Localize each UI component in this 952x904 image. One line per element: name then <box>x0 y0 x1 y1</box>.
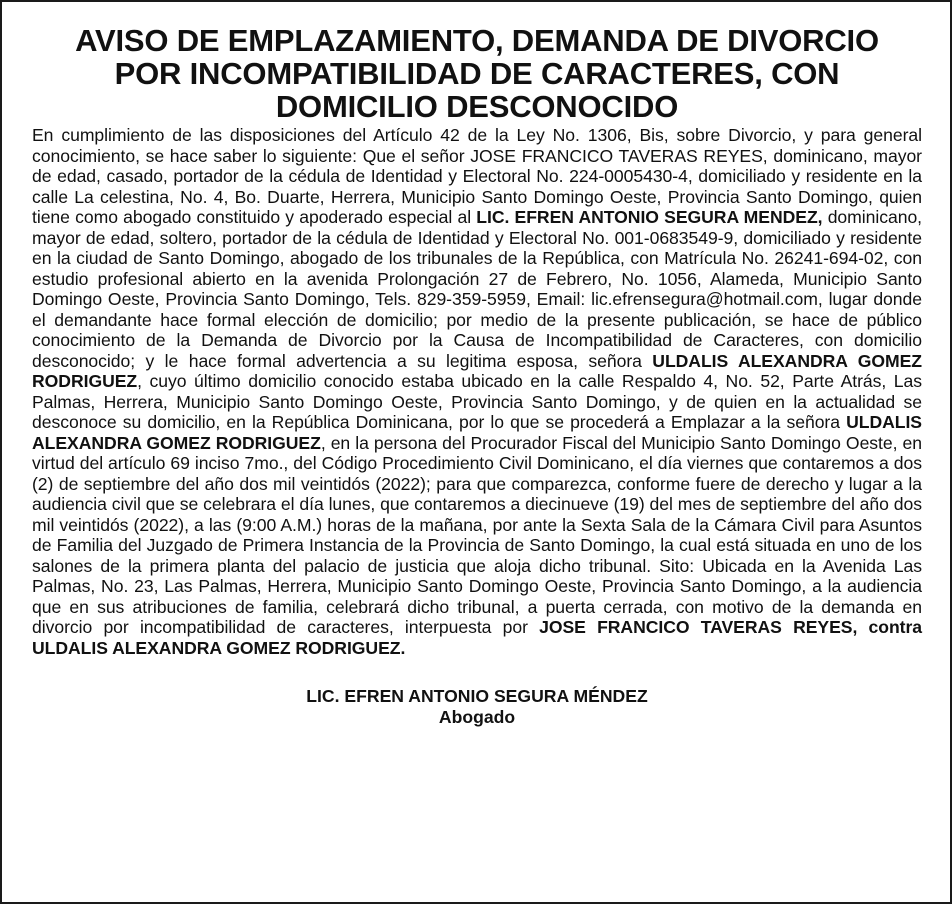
notice-body <box>32 125 922 658</box>
title-line-3: DOMICILIO DESCONOCIDO <box>275 89 679 124</box>
notice-title <box>32 24 922 123</box>
body-segment: En cumplimiento de las disposiciones del Artículo 42 de la Ley No. 1306, Bis, sobre Divorcio, y para general conocimiento, se hace saber lo siguiente: Que el señor JOSE FRANCICO TAVERAS REYES, dominicano, mayor de edad, casado, portador de la cédula de Identidad y Electoral No. 224-0005430-4, domiciliado y residente en la calle La celestina, No. 4, Bo. Duarte, Herrera, Municipio Santo Domingo Oeste, Provincia Santo Domingo, quien tiene como abogado constituido y apoderado especial al <box>32 125 922 227</box>
signature-role: Abogado <box>438 707 516 727</box>
title-line-2: POR INCOMPATIBILIDAD DE CARACTERES, CON <box>114 56 840 91</box>
body-segment: , cuyo último domicilio conocido estaba ubicado en la calle Respaldo 4, No. 52, Parte Atrás, Las Palmas, Herrera, Municipio Santo Domingo Oeste, Provincia Santo Domingo, y de quien en la actualidad se desconoce su domicilio, en la República Dominicana, por lo que se procederá a Emplazar a la señora <box>32 371 922 432</box>
body-segment: dominicano, mayor de edad, soltero, portador de la cédula de Identidad y Electoral No. 001-0683549-9, domiciliado y residente en la ciudad de Santo Domingo, abogado de los tribunales de la República, con Matrícula No. 26241-694-02, con estudio profesional abierto en la avenida Prolongación 27 de Febrero, No. 1056, Alameda, Municipio Santo Domingo Oeste, Provincia Santo Domingo, Tels. 829-359-5959, Email: lic.efrensegura@hotmail.com, lugar donde el demandante hace formal elección de domicilio; por medio de la presente publicación, se hace de público conocimiento de la Demanda de Divorcio por la Causa de Incompatibilidad de Caracteres, con domicilio desconocido; y le hace formal advertencia a su legitima esposa, señora <box>32 207 923 371</box>
signature-block <box>32 686 922 728</box>
body-bold-segment: LIC. EFREN ANTONIO SEGURA MENDEZ, <box>476 207 823 227</box>
signature-name: LIC. EFREN ANTONIO SEGURA MÉNDEZ <box>306 686 648 706</box>
body-bold-segment: ULDALIS ALEXANDRA GOMEZ RODRIGUEZ <box>32 350 922 391</box>
title-line-1: AVISO DE EMPLAZAMIENTO, DEMANDA DE DIVORCIO <box>75 23 879 58</box>
body-bold-segment: ULDALIS ALEXANDRA GOMEZ RODRIGUEZ <box>32 412 922 453</box>
body-bold-segment: JOSE FRANCICO TAVERAS REYES, contra ULDALIS ALEXANDRA GOMEZ RODRIGUEZ. <box>32 617 922 658</box>
body-segment: , en la persona del Procurador Fiscal del Municipio Santo Domingo Oeste, en virtud del artículo 69 inciso 7mo., del Código Procedimiento Civil Dominicano, el día viernes que contaremos a dos (2) de septiembre del año dos mil veintidós (2022); para que comparezca, conforme fuere de derecho y lugar a la audiencia civil que se celebrara el día lunes, que contaremos a diecinueve (19) del mes de septiembre del año dos mil veintidós (2022), a las (9:00 A.M.) horas de la mañana, por ante la Sexta Sala de la Cámara Civil para Asuntos de Familia del Juzgado de Primera Instancia de la Provincia de Santo Domingo, la cual está situada en uno de los salones de la primera planta del palacio de justicia que aloja dicho tribunal. Sito: Ubicada en la Avenida Las Palmas, No. 23, Las Palmas, Herrera, Municipio Santo Domingo Oeste, Provincia Santo Domingo, a la audiencia que en sus atribuciones de familia, celebrará dicho tribunal, a puerta cerrada, con motivo de la demanda en divorcio por incompatibilidad de caracteres, interpuesta por <box>32 432 922 637</box>
